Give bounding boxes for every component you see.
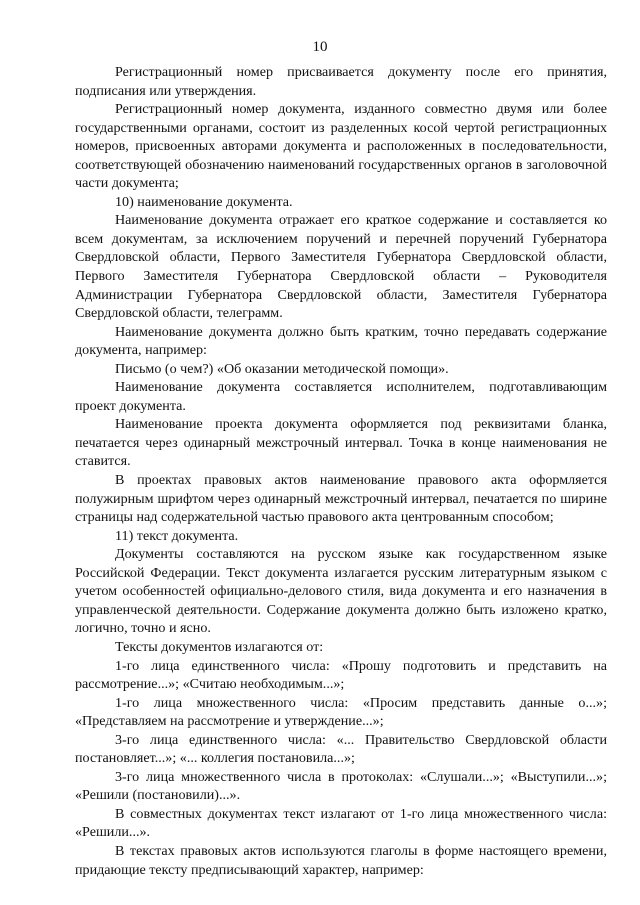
page-number: 10 [312,39,328,55]
paragraph: Письмо (о чем?) «Об оказании методической помощи». [115,360,449,377]
paragraph: 3-го лица единственного числа: «... Правительство Свердловской области постановляет...»; «... коллегия постановила...»; [75,731,607,767]
paragraph: Регистрационный номер присваивается документу после его принятия, подписания или утверждения. [75,64,607,99]
paragraph: 3-го лица множественного числа в протоколах: «Слушали...»; «Выступили...»; «Решили (постановили)...». [75,768,607,804]
paragraph: 11) текст документа. [115,527,239,544]
paragraph: В совместных документах текст излагают от 1-го лица множественного числа: «Решили...». [75,805,607,841]
paragraph: 1-го лица единственного числа: «Прошу подготовить и представить на рассмотрение...»; «Считаю необходимым...»; [75,657,607,693]
paragraph: Документы составляются на русском языке как государственном языке Российской Федерации. Текст документа излагается русским литературным языком с учетом особенностей официально-делового стиля, вида документа и его назначения в управленческой деятельности. Содержание документа должно быть изложено кратко, логично, точно и ясно. [75,546,607,637]
paragraph: В текстах правовых актов используются глаголы в форме настоящего времени, придающие тексту предписывающий характер, например: [75,842,607,878]
paragraph: Наименование документа должно быть кратким, точно передавать содержание документа, например: [75,323,607,359]
paragraph: Наименование документа составляется исполнителем, подготавливающим проект документа. [75,379,607,414]
paragraph: Регистрационный номер документа, изданного совместно двумя или более государственными органами, состоит из разделенных косой чертой регистрационных номеров, присвоенных авторами документа и расположенных в последовательности, соответствующей обозначению наименований государственных органов в заголовочной части документа; [75,101,607,192]
paragraph: 10) наименование документа. [115,193,293,210]
paragraph: Наименование проекта документа оформляется под реквизитами бланка, печатается через одинарный межстрочный интервал. Точка в конце наименования не ставится. [75,416,607,470]
paragraph: Тексты документов излагаются от: [115,638,324,655]
document-body [75,63,607,879]
paragraph: 1-го лица множественного числа: «Просим представить данные о...»; «Представляем на рассмотрение и утверждение...»; [75,694,607,730]
paragraph: Наименование документа отражает его краткое содержание и составляется ко всем документам, за исключением поручений и перечней поручений Губернатора Свердловской области, Первого Заместителя Губернатора Свердловской области, Первого Заместителя Губернатора Свердловской области – Руководителя Администрации Губернатора Свердловской области, Заместителя Губернатора Свердловской области, телеграмм. [75,212,607,322]
paragraph: В проектах правовых актов наименование правового акта оформляется полужирным шрифтом через одинарный межстрочный интервал, печатается по ширине страницы над содержательной частью правового акта центрованным способом; [75,472,607,526]
